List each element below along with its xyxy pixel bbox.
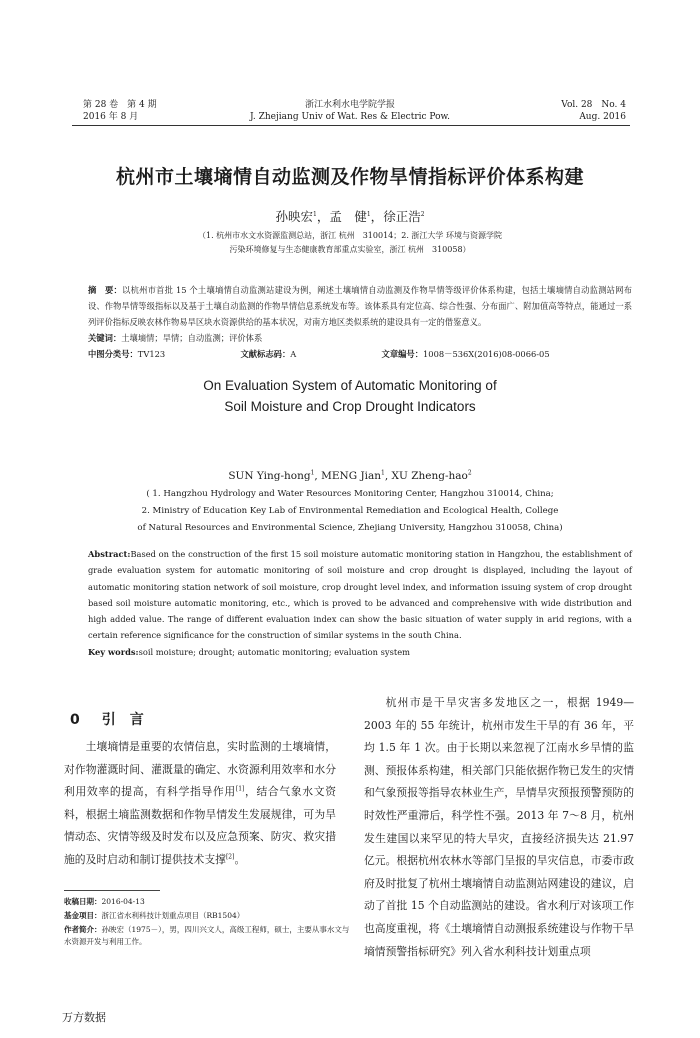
running-header-right: [561, 99, 626, 123]
author-separator: ,: [384, 470, 392, 482]
author-1: 孙映宏: [275, 209, 313, 224]
author-3-en: XU Zheng-hao: [391, 470, 468, 482]
author-separator: ，: [370, 209, 384, 224]
keywords-cn: 土壤墒情；旱情；自动监测；评价体系: [121, 333, 263, 343]
abstract-en-label: Abstract:: [88, 549, 131, 559]
abstract-en: [88, 546, 632, 660]
authors-cn: [0, 207, 700, 225]
body-left-column: [64, 736, 336, 872]
fund-label: 基金项目：: [64, 911, 102, 920]
author-bio: 孙映宏（1975－），男，四川兴文人，高级工程师，硕士，主要从事水文与水资源开发与利用工作。: [64, 925, 350, 946]
footer-source: 万方数据: [62, 1011, 106, 1024]
author-2: 孟 健: [329, 209, 367, 224]
received-date: 2016-04-13: [101, 897, 145, 906]
author-separator: ，: [316, 209, 330, 224]
author-2-en: MENG Jian: [321, 470, 382, 482]
volume-issue-en: Vol. 28 No. 4: [561, 100, 626, 110]
footnote-rule: [64, 890, 160, 891]
abstract-cn-label: 摘 要：: [88, 285, 123, 295]
received-label: 收稿日期：: [64, 897, 102, 906]
journal-name-en: J. Zhejiang Univ of Wat. Res & Electric Pow.: [249, 112, 451, 122]
footnote-author: [64, 924, 354, 948]
body-left-end: 。: [234, 852, 246, 866]
article-id-label: 文章编号：: [381, 349, 424, 359]
affiliation-cn-line-1: （1. 杭州市水文水资源监测总站，浙江 杭州 310014；2. 浙江大学 环境与资源学院: [198, 231, 502, 240]
affiliation-cn-line-2: 污染环境修复与生态健康教育部重点实验室，浙江 杭州 310058）: [229, 245, 471, 254]
keywords-en-label: Key words:: [88, 646, 139, 657]
article-title-en-line-1: On Evaluation System of Automatic Monitoring of: [203, 378, 497, 393]
citation-2: [2]: [225, 853, 235, 861]
author-3-en-affil: 2: [467, 469, 472, 477]
author-separator: ,: [314, 470, 322, 482]
footnote-received: [64, 896, 354, 908]
author-2-en-affil: 1: [381, 469, 385, 477]
article-title-cn: 杭州市土壤墒情自动监测及作物旱情指标评价体系构建: [115, 166, 584, 188]
section-title: 引 言: [101, 712, 144, 728]
date-en: Aug. 2016: [579, 112, 626, 122]
body-left-text-2: ，结合气象水文资料，根据土墒监测数据和作物旱情发生发展规律，可为旱情动态、灾情等级及时发布以及应急预案、防灾、救灾措施的及时启动和制订提供技术支撑: [64, 785, 337, 866]
clc-number: TV123: [137, 349, 166, 359]
fund-text: 浙江省水利科技计划重点项目（RB1504）: [101, 911, 245, 920]
abstract-en-text: Based on the construction of the first 15 soil moisture automatic monitoring station in Hangzhou, the establishment of grade evaluation system for automatic monitoring of soil moisture and crop drought is displayed, including the layout of automatic monitoring station network of soil moisture, crop drought level index, and information issuing system of crop drought based soil moisture automatic monitoring, etc., which is proved to be advanced and comprehensive with wide distribution and high added value. The range of different evaluation index can show the basic situation of water supply in arid regions, with a certain reference significance for the construction of similar systems in the south China.: [88, 549, 632, 641]
article-id: 1008－536X(2016)08-0066-05: [423, 349, 550, 359]
author-2-affil: 1: [366, 210, 371, 218]
clc-label: 中图分类号：: [88, 349, 138, 359]
abstract-cn-text: 以杭州市首批 15 个土壤墒情自动监测站建设为例，阐述土壤墒情自动监测及作物旱情等级评价体系构建，包括土壤墒情自动监测站网布设、作物旱情等级指标以及基于土壤自动监测的作物旱情信息系统发布等。该体系具有定位高、综合性强、分布面广、附加值高等特点，能通过一系列评价指标反映农林作物易旱区块水资源供给的基本状况，对南方地区类似系统的建设具有一定的借鉴意义。: [88, 285, 632, 327]
article-title-en-line-2: Soil Moisture and Crop Drought Indicators: [224, 399, 476, 414]
citation-1: [1]: [235, 785, 245, 793]
authors-en: [0, 470, 700, 482]
author-3-affil: 2: [420, 210, 425, 218]
affiliation-en-line-1: ( 1. Hangzhou Hydrology and Water Resources Monitoring Center, Hangzhou 310014, China;: [146, 489, 554, 499]
affiliation-en-line-3: of Natural Resources and Environmental Science, Zhejiang University, Hangzhou 310058, China): [137, 523, 563, 533]
author-bio-label: 作者简介：: [64, 925, 102, 934]
section-number: 0: [70, 712, 80, 728]
author-3: 徐正浩: [383, 209, 421, 224]
footnote-fund: [64, 910, 354, 922]
author-1-affil: 1: [312, 210, 317, 218]
keywords-cn-label: 关键词：: [88, 333, 122, 343]
section-heading: [70, 709, 144, 729]
author-1-en-affil: 1: [310, 469, 315, 477]
abstract-cn: [88, 282, 632, 362]
doc-code: A: [290, 349, 297, 359]
journal-name-cn: 浙江水利水电学院学报: [304, 100, 395, 110]
header-rule: [72, 125, 630, 126]
author-1-en: SUN Ying-hong: [228, 470, 311, 482]
doc-code-label: 文献标志码：: [240, 349, 291, 359]
date-cn: 2016 年 8 月: [83, 112, 139, 122]
affiliation-en-line-2: 2. Ministry of Education Key Lab of Environmental Remediation and Ecological Health, College: [141, 506, 559, 516]
body-right-column: 杭州市是干旱灾害多发地区之一，根据 1949—2003 年的 55 年统计，杭州市发生干旱的有 36 年，平均 1.5 年 1 次。由于长期以来忽视了江南水乡旱情的监测、预报体系构建，相关部门只能依据作物已发生的灾情和气象预报等指导农林业生产，旱情旱灾预报预警预防的时效性严重滞后，科学性不强。2013 年 7～8 月，杭州发生建国以来罕见的特大旱灾，直接经济损失达 21.97 亿元。根据杭州农林水等部门呈报的旱灾信息，市委市政府及时批复了杭州土壤墒情自动监测站网建设的建议，启动了首批 15 个自动监测站的建设。省水利厅对该项工作也高度重视，将《土壤墒情自动测报系统建设与作物干旱墒情预警指标研究》列入省水利科技计划重点项: [364, 696, 634, 958]
volume-issue-cn: 第 28 卷 第 4 期: [83, 100, 157, 110]
keywords-en: soil moisture; drought; automatic monitoring; evaluation system: [138, 646, 410, 657]
body-left-text: 土壤墒情是重要的农情信息，实时监测的土壤墒情，对作物灌溉时间、灌溉量的确定、水资源利用效率和水分利用效率的提高，有科学指导作用: [64, 740, 336, 799]
